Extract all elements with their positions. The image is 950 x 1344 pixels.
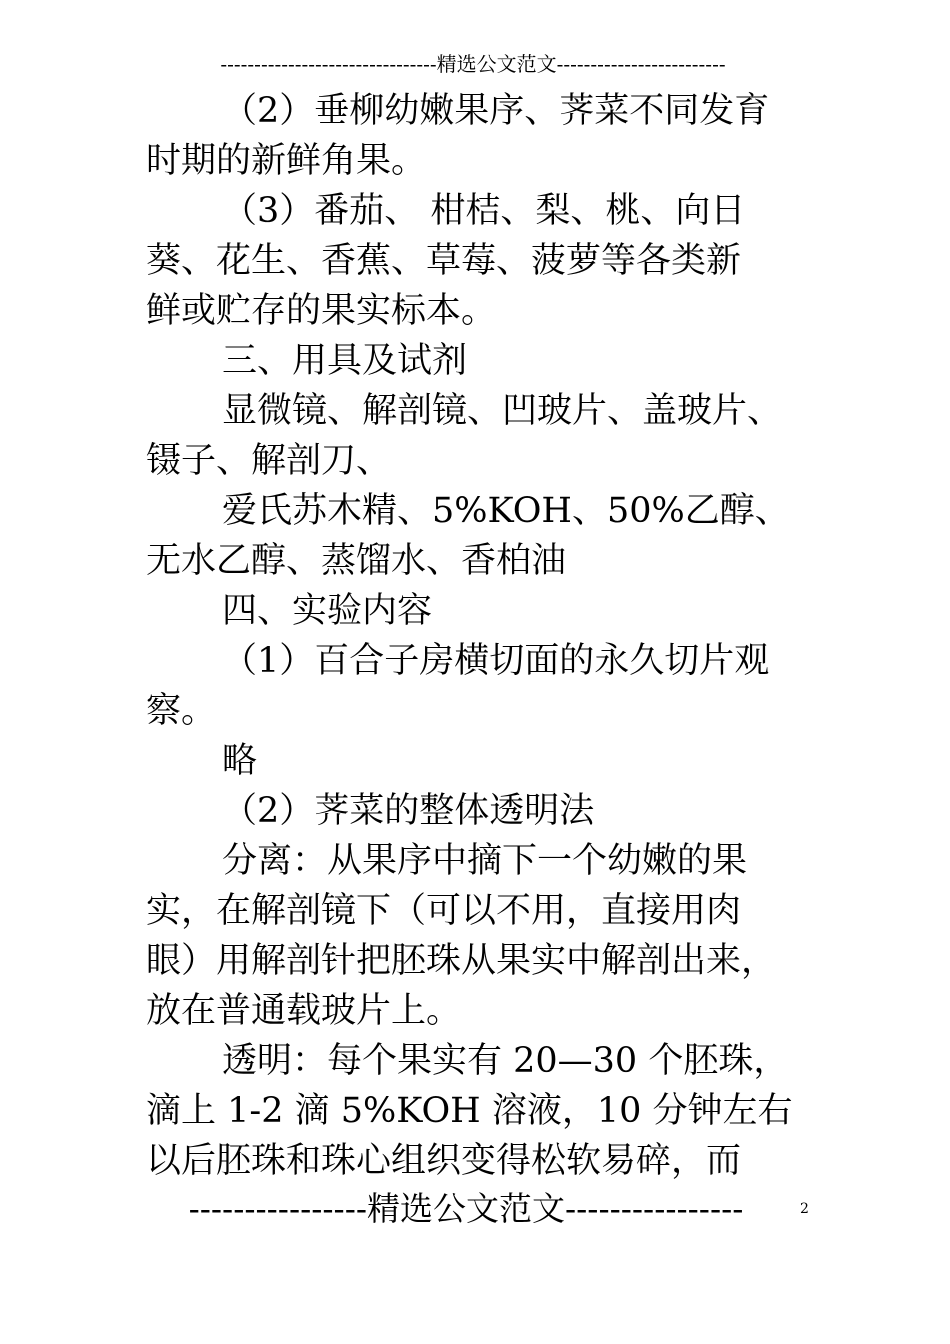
text-line: 滴上 1-2 滴 5%KOH 溶液，10 分钟左右 bbox=[146, 1091, 793, 1131]
text-line: 实，在解剖镜下（可以不用，直接用肉 bbox=[146, 891, 742, 931]
body-text bbox=[146, 86, 808, 1186]
text-line: 察。 bbox=[146, 691, 217, 731]
text-line: 以后胚珠和珠心组织变得松软易碎，而 bbox=[146, 1141, 742, 1181]
text-line: （1）百合子房横切面的永久切片观 bbox=[222, 641, 770, 681]
text-line: （2）垂柳幼嫩果序、荠菜不同发育 bbox=[222, 91, 770, 131]
text-line: 时期的新鲜角果。 bbox=[146, 141, 427, 181]
text-line: 眼）用解剖针把胚珠从果实中解剖出来， bbox=[146, 941, 777, 981]
text-line: 透明：每个果实有 20—30 个胚珠， bbox=[222, 1041, 789, 1081]
section-heading: 四、实验内容 bbox=[222, 591, 433, 631]
text-line: 略 bbox=[222, 741, 258, 781]
text-line: 爱氏苏木精、5%KOH、50%乙醇、 bbox=[222, 491, 790, 531]
text-line: 放在普通载玻片上。 bbox=[146, 991, 462, 1031]
text-line: 无水乙醇、蒸馏水、香柏油 bbox=[146, 541, 567, 581]
section-heading: 三、用具及试剂 bbox=[222, 341, 468, 381]
text-line: 分离：从果序中摘下一个幼嫩的果 bbox=[222, 841, 748, 881]
text-line: （2）荠菜的整体透明法 bbox=[222, 791, 595, 831]
page-footer: ----------------精选公文范文---------------- bbox=[188, 1189, 744, 1228]
text-line: 镊子、解剖刀、 bbox=[146, 441, 392, 481]
page-number: 2 bbox=[800, 1201, 809, 1217]
text-line: 葵、花生、香蕉、草莓、菠萝等各类新 bbox=[146, 241, 742, 281]
text-line: 鲜或贮存的果实标本。 bbox=[146, 291, 497, 331]
text-line: （3）番茄、 柑桔、梨、桃、向日 bbox=[222, 191, 746, 231]
text-line: 显微镜、解剖镜、凹玻片、盖玻片、 bbox=[222, 391, 783, 431]
page-header: --------------------------------精选公文范文------------------------- bbox=[220, 52, 726, 76]
